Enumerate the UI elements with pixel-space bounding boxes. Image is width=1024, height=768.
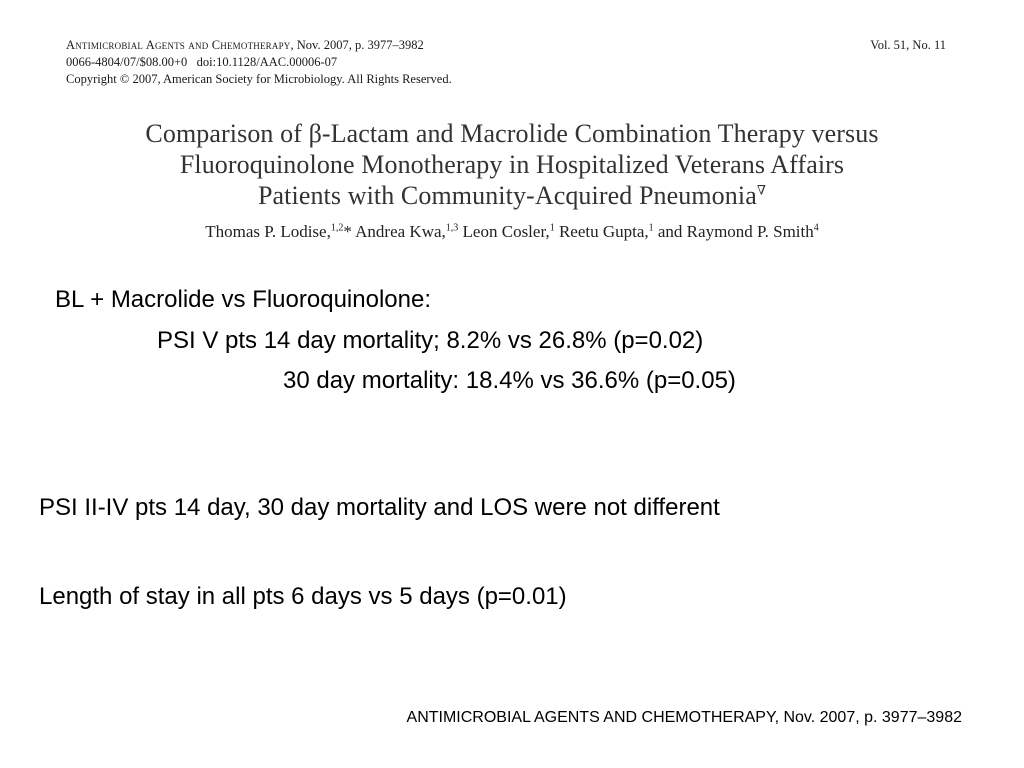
journal-citation-line — [66, 37, 946, 54]
journal-name: Antimicrobial Agents and Chemotherapy — [66, 38, 291, 52]
title-line-3 — [40, 180, 984, 211]
author — [559, 222, 654, 241]
author-name: and Raymond P. Smith — [657, 222, 814, 241]
psi-v-30-day-mortality: 30 day mortality: 18.4% vs 36.6% (p=0.05) — [283, 367, 736, 394]
author — [463, 222, 555, 241]
journal-issue-pages: , Nov. 2007, p. 3977–3982 — [290, 38, 424, 52]
author — [205, 222, 352, 241]
title-line-3-text: Patients with Community-Acquired Pneumonia — [257, 181, 757, 210]
psi-v-14-day-mortality: PSI V pts 14 day mortality; 8.2% vs 26.8% (p=0.02) — [157, 327, 704, 354]
citation-footer: ANTIMICROBIAL AGENTS AND CHEMOTHERAPY, Nov. 2007, p. 3977–3982 — [406, 709, 962, 726]
author-affiliation: 1 — [648, 222, 654, 234]
author — [658, 222, 819, 241]
psi-ii-iv-finding: PSI II-IV pts 14 day, 30 day mortality and LOS were not different — [39, 494, 720, 521]
author-affiliation: 1,3 — [445, 222, 459, 234]
author-name: Thomas P. Lodise, — [205, 222, 331, 241]
author-name: Andrea Kwa, — [355, 222, 446, 241]
author-name: Leon Cosler, — [462, 222, 550, 241]
article-title — [40, 118, 984, 211]
author-name: Reetu Gupta, — [558, 222, 649, 241]
comparison-heading: BL + Macrolide vs Fluoroquinolone: — [55, 286, 431, 313]
length-of-stay-finding: Length of stay in all pts 6 days vs 5 days (p=0.01) — [39, 583, 567, 610]
title-footnote-mark: ∇ — [756, 182, 767, 198]
journal-header — [66, 37, 946, 88]
author-list — [40, 221, 984, 243]
volume-info: Vol. 51, No. 11 — [870, 38, 946, 52]
corresponding-author-mark: * — [343, 222, 352, 241]
doi: doi:10.1128/AAC.00006-07 — [196, 55, 338, 69]
title-line-1: Comparison of β-Lactam and Macrolide Combination Therapy versus — [145, 119, 879, 148]
author-affiliation: 1,2 — [330, 222, 344, 234]
title-line-2: Fluoroquinolone Monotherapy in Hospitalized Veterans Affairs — [179, 150, 845, 179]
author — [355, 222, 458, 241]
copyright-line: Copyright © 2007, American Society for Microbiology. All Rights Reserved. — [66, 72, 452, 86]
journal-identifier-line — [66, 54, 946, 71]
author-affiliation: 4 — [813, 222, 819, 234]
issn-price: 0066-4804/07/$08.00+0 — [66, 55, 188, 69]
author-affiliation: 1 — [549, 222, 555, 234]
